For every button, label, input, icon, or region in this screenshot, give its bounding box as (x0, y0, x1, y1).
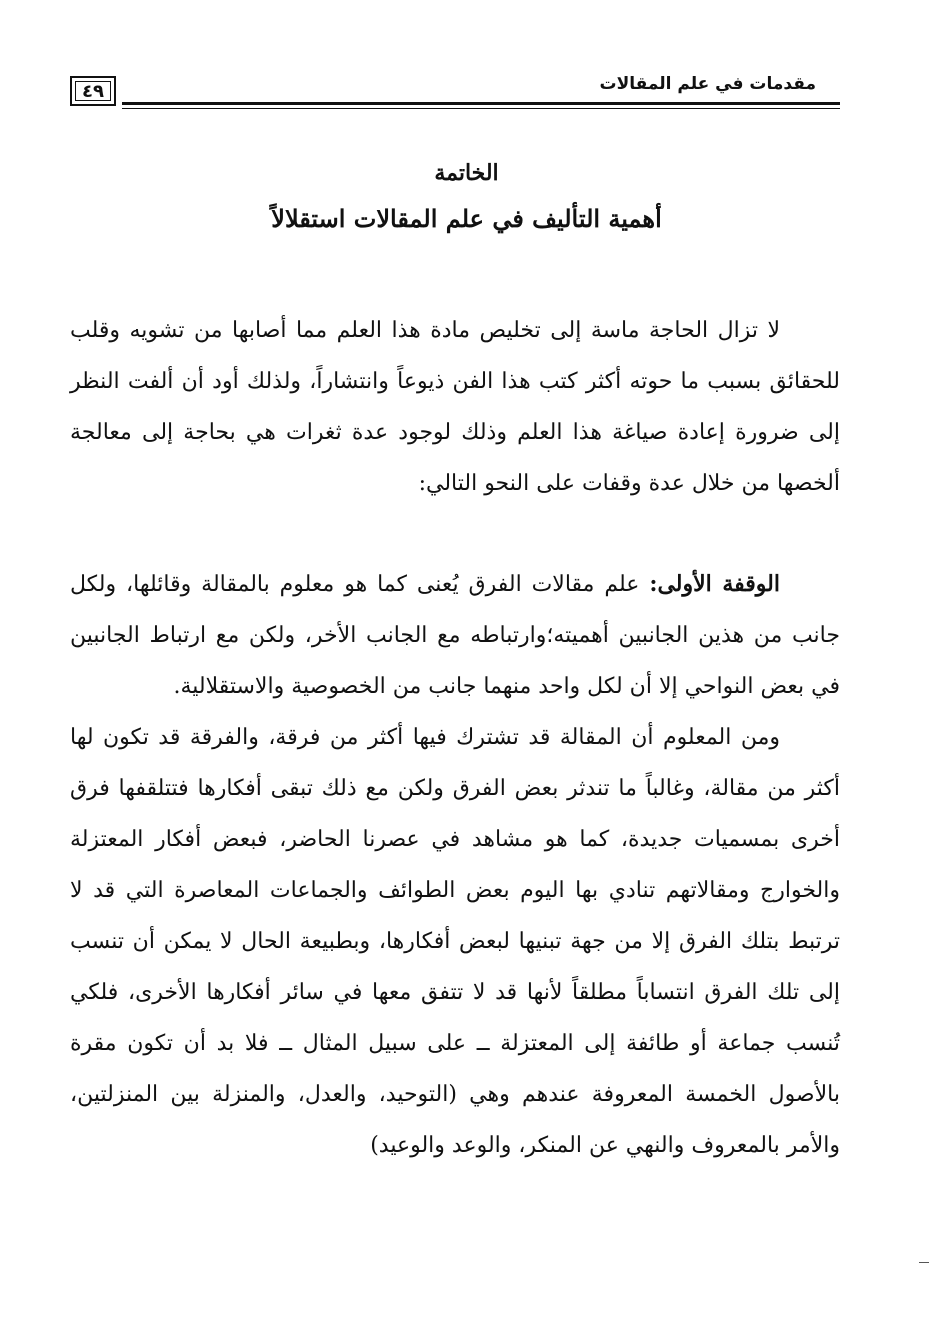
header-rule-thin (122, 108, 840, 109)
chapter-title: أهمية التأليف في علم المقالات استقلالاً (271, 204, 662, 233)
chapter-label: الخاتمة (434, 160, 499, 186)
margin-tick (919, 1262, 929, 1263)
intro-paragraph: لا تزال الحاجة ماسة إلى تخليص مادة هذا العلم مما أصابها من تشويه وقلب للحقائق بسبب ما حوته أكثر كتب هذا الفن ذيوعاً وانتشاراً، ولذلك أود أن ألفت النظر إلى ضرورة إعادة صياغة هذا العلم وذلك لوجود عدة ثغرات هي بحاجة إلى معالجة ألخصها من خلال عدة وقفات على النحو التالي: (70, 318, 840, 496)
first-stop-lead: الوقفة الأولى: (649, 571, 780, 597)
header-rule-thick (122, 102, 840, 105)
page-number: ٤٩ (82, 80, 104, 102)
first-stop-paragraph (70, 559, 840, 712)
book-title: مقدمات في علم المقالات (591, 74, 816, 94)
page-number-frame (70, 76, 116, 106)
second-paragraph: ومن المعلوم أن المقالة قد تشترك فيها أكثر من فرقة، والفرقة قد تكون لها أكثر من مقالة، وغالباً ما تندثر بعض الفرق ولكن مع ذلك تبقى أفكارها فتتلقفها فرق أخرى بمسميات جديدة، كما هو مشاهد في عصرنا الحاضر، فبعض أفكار المعتزلة والخوارج ومقالاتهم تنادي بها اليوم بعض الطوائف والجماعات المعاصرة التي قد لا ترتبط بتلك الفرق إلا من جهة تبنيها لبعض أفكارها، وبطبيعة الحال لا يمكن أن تنسب إلى تلك الفرق انتساباً مطلقاً لأنها قد لا تتفق معها في سائر أفكارها الأخرى، فلكي تُنسب جماعة أو طائفة إلى المعتزلة ــ على سبيل المثال ــ فلا بد أن تكون مقرة بالأصول الخمسة المعروفة عندهم وهي (التوحيد، والعدل، والمنزلة بين المنزلتين، والأمر بالمعروف والنهي عن المنكر، والوعد والوعيد) (70, 725, 840, 1158)
running-header (70, 72, 840, 116)
body-text (70, 305, 840, 1171)
first-stop-text: علم مقالات الفرق يُعنى كما هو معلوم بالمقالة وقائلها، ولكل جانب من هذين الجانبين أهميته؛وارتباطه مع الجانب الأخر، ولكن مع ارتباط الجانبين في بعض النواحي إلا أن لكل واحد منهما جانب من الخصوصية والاستقلالية. (70, 572, 840, 699)
